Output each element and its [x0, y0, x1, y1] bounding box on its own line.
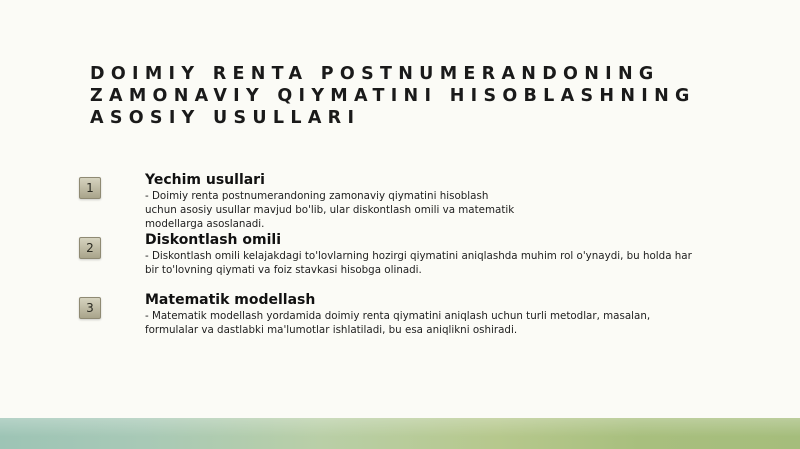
item-text-3: - Matematik modellash yordamida doimiy renta qiymatini aniqlash uchun turli metodlar, masalan, formulalar va dastlabki ma'lumotlar ishlatiladi, bu esa aniqlikni oshiradi.: [145, 310, 651, 336]
number-badge-1: 1: [79, 177, 101, 199]
item-heading-2: Diskontlash omili: [145, 232, 281, 248]
number-badge-2: 2: [79, 237, 101, 259]
slide-title-line-3: ASOSIY USULLARI: [90, 108, 361, 128]
slide-title-line-2: ZAMONAVIY QIYMATINI HISOBLASHNING: [90, 86, 696, 106]
item-heading-3: Matematik modellash: [145, 292, 316, 308]
slide-title-line-1: DOIMIY RENTA POSTNUMERANDONING: [90, 64, 660, 84]
item-heading-1: Yechim usullari: [145, 172, 265, 188]
decorative-bottom-band: [0, 418, 800, 449]
item-text-1: - Doimiy renta postnumerandoning zamonaviy qiymatini hisoblash uchun asosiy usullar mavjud bo'lib, ular diskontlash omili va matematik modellarga asoslanadi.: [145, 190, 515, 230]
list-item-3: [145, 292, 745, 337]
slide-title: [90, 63, 770, 129]
number-badge-3: 3: [79, 297, 101, 319]
list-item-2: [145, 232, 745, 277]
list-item-1: [145, 172, 545, 231]
item-text-2: - Diskontlash omili kelajakdagi to'lovlarning hozirgi qiymatini aniqlashda muhim rol o'ynaydi, bu holda har bir to'lovning qiymati va foiz stavkasi hisobga olinadi.: [145, 250, 692, 276]
